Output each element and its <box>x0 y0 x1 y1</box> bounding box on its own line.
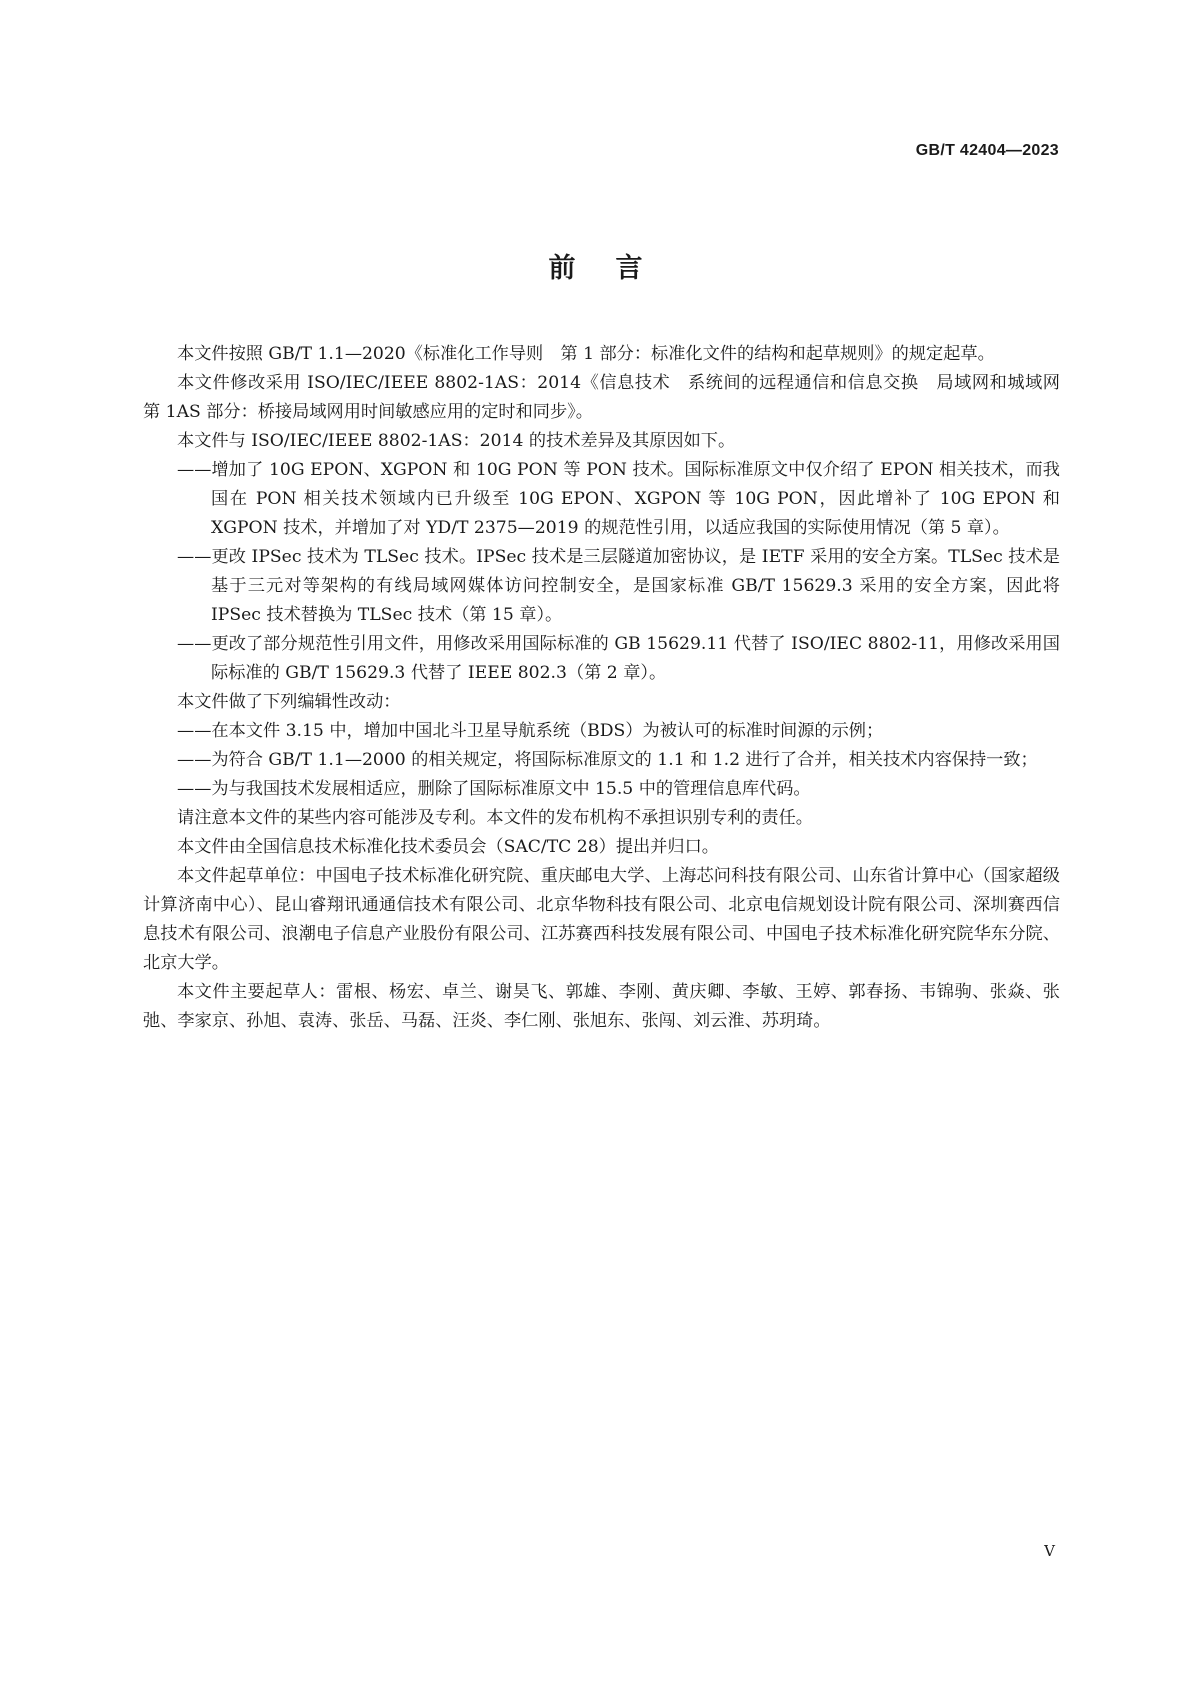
list-item-editorial-change: ——为符合 GB/T 1.1—2000 的相关规定，将国际标准原文的 1.1 和 1.2 进行了合并，相关技术内容保持一致； <box>177 750 1038 770</box>
document-body <box>143 340 1078 1036</box>
paragraph-drafting-units: 本文件起草单位：中国电子技术标准化研究院、重庆邮电大学、上海芯问科技有限公司、山东省计算中心（国家超级计算济南中心）、昆山睿翔讯通通信技术有限公司、北京华物科技有限公司、北京电信规划设计院有限公司、深圳赛西信息技术有限公司、浪潮电子信息产业股份有限公司、江苏赛西科技发展有限公司、中国电子技术标准化研究院华东分院、北京大学。 <box>143 866 1060 973</box>
paragraph-drafters: 本文件主要起草人：雷根、杨宏、卓兰、谢昊飞、郭雄、李刚、黄庆卿、李敏、王婷、郭春扬、韦锦驹、张焱、张弛、李家京、孙旭、袁涛、张岳、马磊、汪炎、李仁刚、张旭东、张闯、刘云淮、苏玥琦。 <box>143 982 1060 1031</box>
list-item-technical-difference: ——更改了部分规范性引用文件，用修改采用国际标准的 GB 15629.11 代替了 ISO/IEC 8802-11，用修改采用国际标准的 GB/T 15629.3 代替了 IEEE 802.3（第 2 章）。 <box>177 634 1060 683</box>
standard-number: GB/T 42404—2023 <box>915 142 1059 159</box>
list-item-technical-difference: ——更改 IPSec 技术为 TLSec 技术。IPSec 技术是三层隧道加密协议，是 IETF 采用的安全方案。TLSec 技术是基于三元对等架构的有线局域网媒体访问控制安全，是国家标准 GB/T 15629.3 采用的安全方案，因此将 IPSec 技术替换为 TLSec 技术（第 15 章）。 <box>177 547 1060 625</box>
page-number: V <box>1044 1542 1055 1560</box>
list-item-editorial-change: ——为与我国技术发展相适应，删除了国际标准原文中 15.5 中的管理信息库代码。 <box>177 779 811 799</box>
paragraph-committee: 本文件由全国信息技术标准化技术委员会（SAC/TC 28）提出并归口。 <box>177 837 719 857</box>
paragraph-editorial-intro: 本文件做了下列编辑性改动： <box>177 692 401 712</box>
list-item-editorial-change: ——在本文件 3.15 中，增加中国北斗卫星导航系统（BDS）为被认可的标准时间源的示例； <box>177 721 884 741</box>
paragraph-patent-notice: 请注意本文件的某些内容可能涉及专利。本文件的发布机构不承担识别专利的责任。 <box>177 808 813 828</box>
list-item-technical-difference: ——增加了 10G EPON、XGPON 和 10G PON 等 PON 技术。国际标准原文中仅介绍了 EPON 相关技术，而我国在 PON 相关技术领域内已升级至 10G EPON、XGPON 等 10G PON，因此增补了 10G EPON 和 XGPON 技术，并增加了对 YD/T 2375—2019 的规范性引用，以适应我国的实际使用情况（第 5 章）。 <box>177 460 1060 538</box>
paragraph-adoption: 本文件修改采用 ISO/IEC/IEEE 8802-1AS：2014《信息技术 系统间的远程通信和信息交换 局域网和城域网 第 1AS 部分：桥接局域网用时间敏感应用的定时和同步》。 <box>143 373 1078 422</box>
paragraph-differences-intro: 本文件与 ISO/IEC/IEEE 8802-1AS：2014 的技术差异及其原因如下。 <box>177 431 736 451</box>
page-title: 前言 <box>548 253 683 284</box>
paragraph-drafting-basis: 本文件按照 GB/T 1.1—2020《标准化工作导则 第 1 部分：标准化文件的结构和起草规则》的规定起草。 <box>177 344 995 364</box>
